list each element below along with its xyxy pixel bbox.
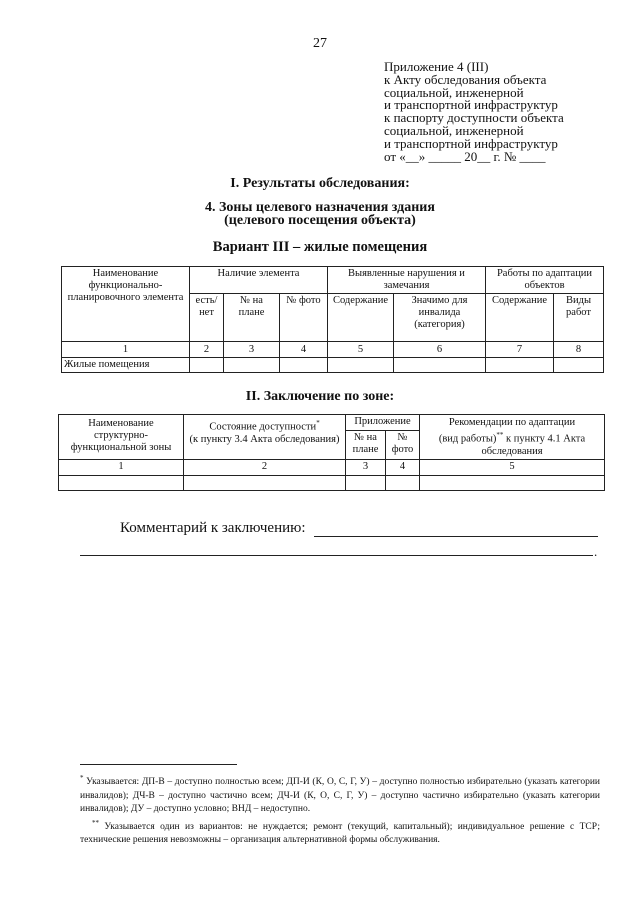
comment-end-dot: . (594, 544, 598, 559)
section-subtitle (0, 201, 640, 227)
appendix-line: социальной, инженерной (384, 122, 524, 138)
page-number: 27 (313, 36, 327, 51)
footnote-divider (80, 764, 237, 765)
comment-input-line[interactable] (314, 536, 598, 537)
row-label: Жилые помещения (62, 358, 190, 373)
appendix-reference (384, 61, 634, 163)
state-reference: (к пункту 3.4 Акта обследования) (189, 433, 340, 445)
comment-label: Комментарий к заключению: (120, 520, 306, 536)
footnote-2-text: Указывается один из вариантов: не нуждается; ремонт (текущий, капитальный); индивидуальное решение с ТСР; технические решения невозможны – организация альтернативной формы обслуживания. (80, 821, 601, 846)
footnote-mark: * (80, 774, 84, 782)
header-recommendations (420, 415, 605, 460)
header-plan-no: № на плане (224, 294, 280, 342)
header-plan-no: № на плане (346, 431, 386, 459)
column-number: 1 (59, 459, 184, 475)
table-cell[interactable] (59, 475, 184, 490)
footnote-1 (80, 772, 600, 817)
column-number: 5 (420, 459, 605, 475)
section-title-results: I. Результаты обследования: (230, 176, 410, 191)
header-photo-no: № фото (280, 294, 328, 342)
comment-input-line[interactable] (80, 555, 593, 556)
footnote-2 (80, 817, 600, 848)
column-number: 2 (190, 342, 224, 358)
header-element-name: Наименование функционально-планировочного элемента (62, 267, 190, 342)
recommend-ref2: к пункту 4.1 Акта обследования (481, 433, 586, 457)
appendix-line: и транспортной инфраструктур (384, 135, 558, 151)
header-photo-no: № фото (386, 431, 420, 459)
header-work-types: Виды работ (554, 294, 604, 342)
table-cell[interactable] (554, 358, 604, 373)
footnote-mark: * (316, 419, 320, 427)
header-works: Работы по адаптации объектов (486, 267, 604, 294)
table-cell[interactable] (420, 475, 605, 490)
results-table (61, 266, 604, 373)
state-label: Состояние доступности (209, 421, 317, 433)
header-violations: Выявленные нарушения и замечания (328, 267, 486, 294)
footnote-1-text: Указывается: ДП-В – доступно полностью всем; ДП-И (К, О, С, Г, У) – доступно полностью избирательно (указать категории инвалидов); ДЧ-В – доступно частично всем; ДЧ-И (К, О, С, Г, У) – доступно частично избирательно (указать категории инвалидов); ДУ – доступно условно; ВНД – недоступно. (80, 777, 601, 815)
appendix-line: к Акту обследования объекта (384, 71, 547, 87)
column-number: 3 (346, 459, 386, 475)
table-cell[interactable] (386, 475, 420, 490)
table-cell[interactable] (328, 358, 394, 373)
column-number: 5 (328, 342, 394, 358)
column-number: 7 (486, 342, 554, 358)
table-cell[interactable] (184, 475, 346, 490)
header-zone-name: Наименование структурно-функциональной зоны (59, 415, 184, 460)
table-cell[interactable] (346, 475, 386, 490)
footnote-mark: ** (496, 431, 504, 439)
column-number: 1 (62, 342, 190, 358)
header-content: Содержание (328, 294, 394, 342)
table-cell[interactable] (190, 358, 224, 373)
appendix-line: Приложение 4 (III) (384, 59, 489, 74)
conclusion-table (58, 414, 605, 491)
appendix-line: и транспортной инфраструктур (384, 97, 558, 113)
footnotes (80, 772, 600, 848)
appendix-line: к паспорту доступности объекта (384, 110, 564, 126)
header-content-works: Содержание (486, 294, 554, 342)
table-row-numbers (59, 459, 605, 475)
footnote-mark: ** (92, 818, 99, 827)
appendix-line: от «__» _____ 20__ г. № ____ (384, 148, 546, 164)
table-cell[interactable] (224, 358, 280, 373)
header-presence: Наличие элемента (190, 267, 328, 294)
table-cell[interactable] (486, 358, 554, 373)
recommend-ref: (вид работы) (438, 433, 497, 445)
column-number: 2 (184, 459, 346, 475)
recommend-label: Рекомендации по адаптации (448, 417, 576, 428)
column-number: 3 (224, 342, 280, 358)
subtitle-line-2: (целевого посещения объекта) (224, 213, 416, 228)
header-yes-no: есть/нет (190, 294, 224, 342)
subtitle-line-1: 4. Зоны целевого назначения здания (205, 200, 435, 215)
column-number: 8 (554, 342, 604, 358)
column-number: 4 (280, 342, 328, 358)
table-cell[interactable] (394, 358, 486, 373)
variant-title: Вариант III – жилые помещения (212, 239, 428, 255)
header-accessibility-state (184, 415, 346, 460)
column-number: 4 (386, 459, 420, 475)
column-number: 6 (394, 342, 486, 358)
table-cell[interactable] (280, 358, 328, 373)
appendix-line: социальной, инженерной (384, 84, 524, 100)
header-appendix: Приложение (346, 415, 420, 431)
table-row (62, 358, 604, 373)
table-row (59, 475, 605, 490)
table-row-numbers (62, 342, 604, 358)
section-title-conclusion: II. Заключение по зоне: (245, 389, 395, 404)
header-significant: Значимо для инвалида (категория) (394, 294, 486, 342)
